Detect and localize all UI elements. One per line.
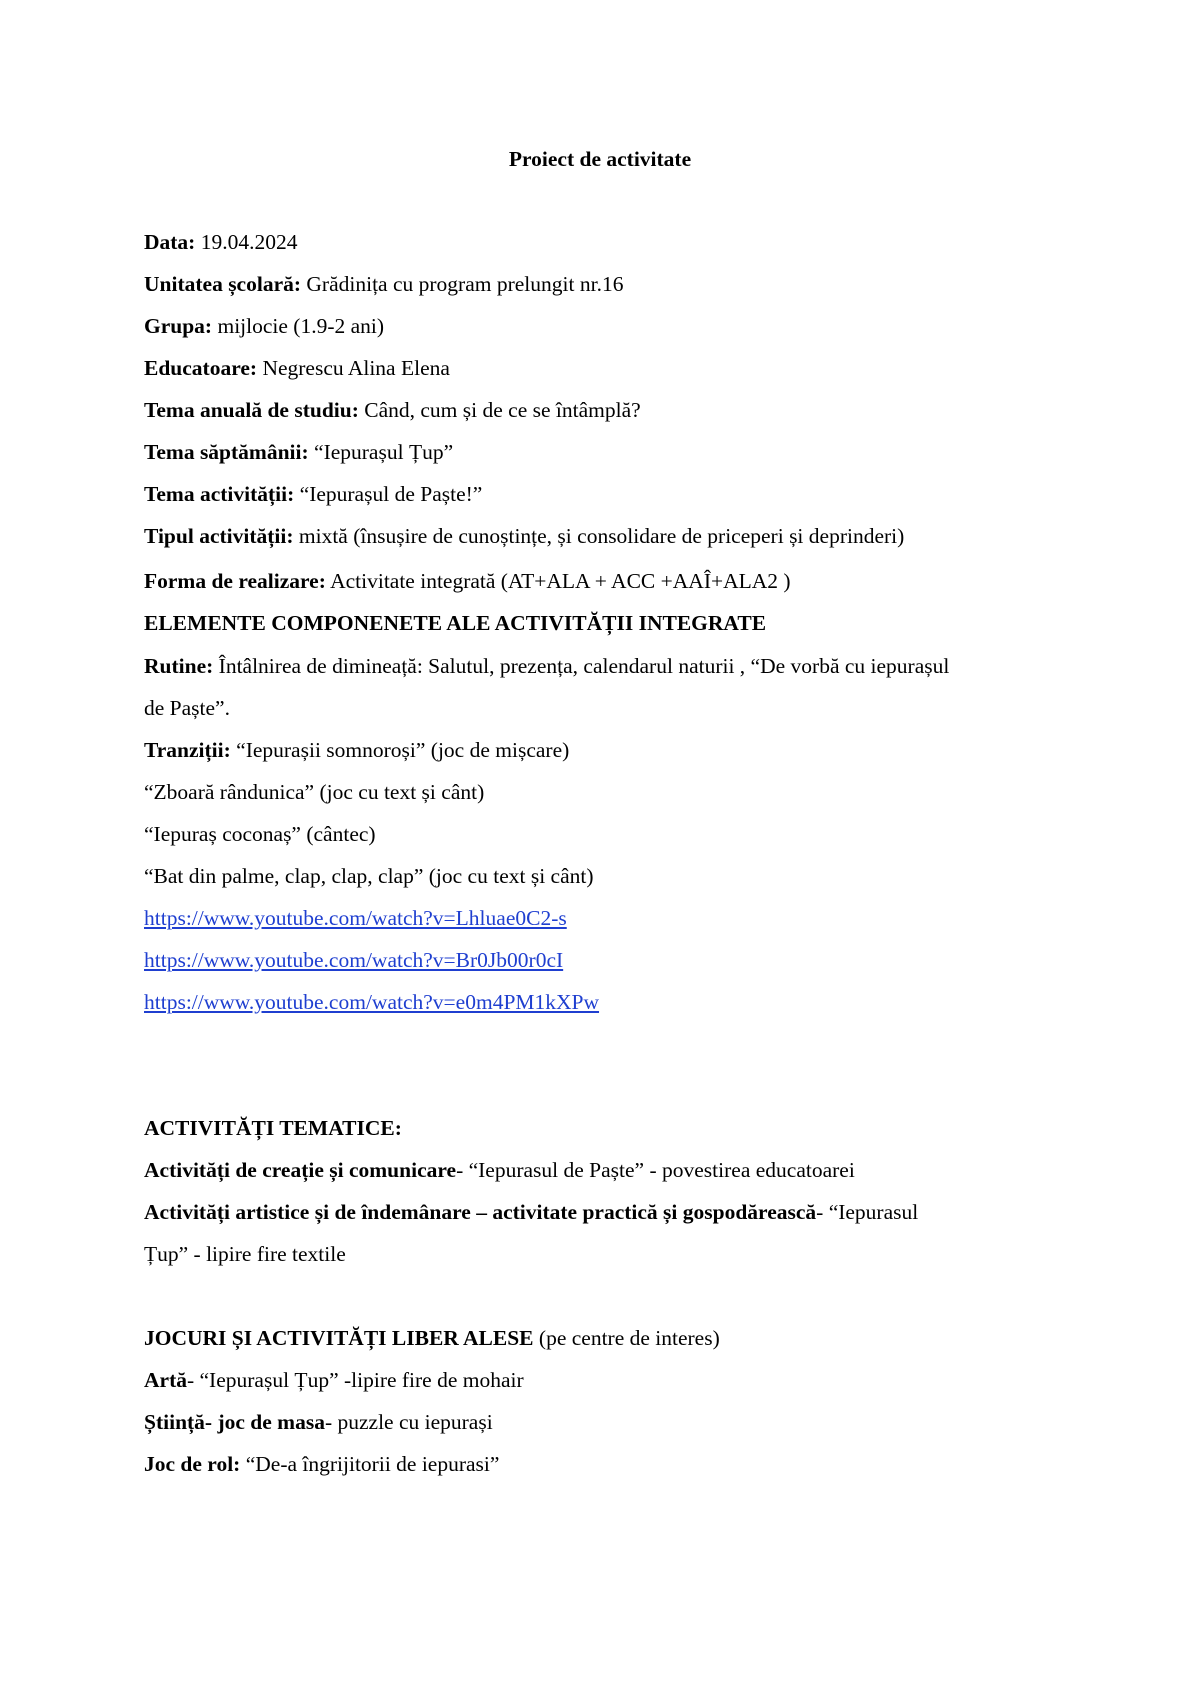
educatoare-label: Educatoare: — [144, 356, 258, 380]
info-educatoare — [144, 353, 450, 383]
tematice-acc — [144, 1155, 855, 1185]
tematice-aai-line-2: Țup” - lipire fire textile — [144, 1242, 346, 1266]
tranzitii-value: “Iepurașii somnoroși” (joc de mișcare) — [230, 738, 570, 762]
jocuri-heading-suffix: (pe centre de interes) — [533, 1326, 720, 1350]
tranzitii-line — [144, 735, 569, 765]
unitatea-value: Grădinița cu program prelungit nr.16 — [301, 272, 624, 296]
info-unitatea — [144, 269, 623, 299]
tema-activitatii-value: “Iepurașul de Paște!” — [294, 482, 483, 506]
grupa-label: Grupa: — [144, 314, 213, 338]
youtube-link-3-row — [144, 987, 599, 1017]
data-value: 19.04.2024 — [195, 230, 298, 254]
rutine-value: Întâlnirea de dimineață: Salutul, prezența, calendarul naturii , “De vorbă cu iepurașul — [213, 654, 950, 678]
aai-value: - “Iepurasul — [816, 1200, 919, 1224]
tranzitii-line-3: “Iepuraș coconaș” (cântec) — [144, 822, 376, 846]
info-grupa — [144, 311, 384, 341]
youtube-link-2-row — [144, 945, 563, 975]
forma-label: Forma de realizare: — [144, 569, 326, 593]
tranzitii-line-2: “Zboară rândunica” (joc cu text și cânt) — [144, 780, 485, 804]
joc-rol-label: Joc de rol: — [144, 1452, 241, 1476]
info-tema-anuala — [144, 395, 641, 425]
tipul-value: mixtă (însușire de cunoștințe, și consolidare de priceperi și deprinderi) — [293, 524, 905, 548]
youtube-link-2[interactable]: https://www.youtube.com/watch?v=Br0Jb00r0cI — [144, 948, 564, 972]
stiinta-value: - puzzle cu iepurași — [324, 1410, 493, 1434]
data-label: Data: — [144, 230, 196, 254]
tranzitii-line-4: “Bat din palme, clap, clap, clap” (joc cu text și cânt) — [144, 864, 594, 888]
info-tema-saptamanii — [144, 437, 453, 467]
tema-activitatii-label: Tema activității: — [144, 482, 295, 506]
acc-value: - “Iepurasul de Paște” - povestirea educatoarei — [456, 1158, 855, 1182]
tematice-heading: ACTIVITĂȚI TEMATICE: — [144, 1116, 402, 1140]
info-tipul — [144, 521, 904, 551]
joc-rol-value: “De-a îngrijitorii de iepurasi” — [240, 1452, 500, 1476]
jocuri-joc-rol — [144, 1449, 499, 1479]
stiinta-label: Știință- joc de masa — [144, 1410, 325, 1434]
educatoare-value: Negrescu Alina Elena — [257, 356, 450, 380]
jocuri-stiinta — [144, 1407, 493, 1437]
info-data — [144, 227, 297, 257]
page-title: Proiect de activitate — [508, 147, 692, 171]
info-forma — [144, 566, 791, 596]
forma-value: Activitate integrată (AT+ALA + ACC +AAÎ+ALA2 ) — [325, 569, 791, 593]
tema-saptamanii-label: Tema săptămânii: — [144, 440, 309, 464]
tranzitii-label: Tranziții: — [144, 738, 231, 762]
tema-anuala-value: Când, cum și de ce se întâmplă? — [358, 398, 641, 422]
youtube-link-3[interactable]: https://www.youtube.com/watch?v=e0m4PM1kXPw — [144, 990, 600, 1014]
grupa-value: mijlocie (1.9-2 ani) — [212, 314, 385, 338]
acc-label: Activități de creație și comunicare — [144, 1158, 457, 1182]
rutine-label: Rutine: — [144, 654, 214, 678]
youtube-link-1-row — [144, 903, 567, 933]
rutine-line — [144, 651, 949, 681]
arta-label: Artă — [144, 1368, 187, 1392]
tipul-label: Tipul activității: — [144, 524, 294, 548]
unitatea-label: Unitatea școlară: — [144, 272, 302, 296]
tema-anuala-label: Tema anuală de studiu: — [144, 398, 359, 422]
jocuri-heading-line — [144, 1323, 720, 1353]
arta-value: - “Iepurașul Țup” -lipire fire de mohair — [186, 1368, 524, 1392]
rutine-line-2: de Paște”. — [144, 696, 230, 720]
info-tema-activitatii — [144, 479, 482, 509]
tema-saptamanii-value: “Iepurașul Țup” — [308, 440, 454, 464]
youtube-link-1[interactable]: https://www.youtube.com/watch?v=Lhluae0C2-s — [144, 906, 567, 930]
elemente-heading: ELEMENTE COMPONENETE ALE ACTIVITĂȚII INTEGRATE — [144, 611, 767, 635]
aai-label: Activități artistice și de îndemânare – activitate practică și gospodărească — [144, 1200, 817, 1224]
jocuri-arta — [144, 1365, 524, 1395]
tematice-aai — [144, 1197, 918, 1227]
jocuri-heading: JOCURI ȘI ACTIVITĂȚI LIBER ALESE — [144, 1326, 534, 1350]
